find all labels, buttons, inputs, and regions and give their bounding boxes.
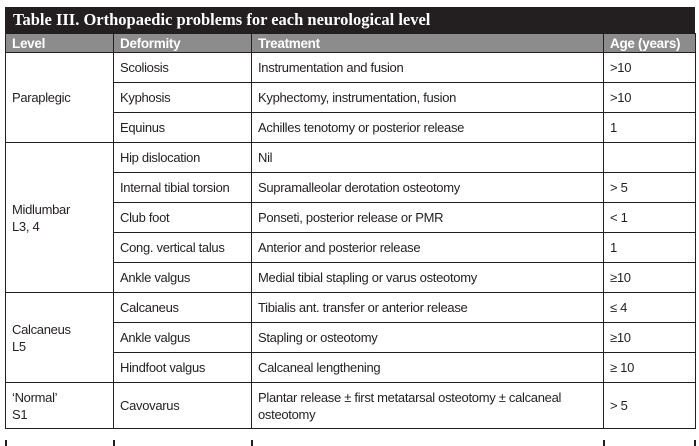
age-cell: ≥ 10 xyxy=(604,353,696,383)
deformity-cell: Cong. vertical talus xyxy=(114,233,252,263)
deformity-cell: Scoliosis xyxy=(114,53,252,83)
table-row xyxy=(6,383,696,429)
header-deformity: Deformity xyxy=(114,34,252,53)
level-label: Midlumbar xyxy=(12,201,70,217)
level-label: Paraplegic xyxy=(12,90,71,105)
age-cell: > 5 xyxy=(604,173,696,203)
treatment-cell: Achilles tenotomy or posterior release xyxy=(252,113,604,143)
level-label: L5 xyxy=(12,338,26,354)
table-border-extension xyxy=(694,440,696,446)
deformity-cell: Internal tibial torsion xyxy=(114,173,252,203)
deformity-cell: Calcaneus xyxy=(114,293,252,323)
table-title: Table III. Orthopaedic problems for each neurological level xyxy=(5,7,695,33)
age-cell: ≤ 4 xyxy=(604,293,696,323)
deformity-cell: Club foot xyxy=(114,203,252,233)
header-row xyxy=(6,34,696,53)
age-cell: >10 xyxy=(604,83,696,113)
treatment-cell: Anterior and posterior release xyxy=(252,233,604,263)
level-cell xyxy=(6,383,114,429)
treatment-cell: Ponseti, posterior release or PMR xyxy=(252,203,604,233)
level-label: ‘Normal’ xyxy=(12,389,58,405)
treatment-cell: Instrumentation and fusion xyxy=(252,53,604,83)
treatment-cell: Kyphectomy, instrumentation, fusion xyxy=(252,83,604,113)
age-cell: > 5 xyxy=(604,383,696,429)
deformity-cell: Cavovarus xyxy=(114,383,252,429)
level-cell xyxy=(6,53,114,143)
deformity-cell: Ankle valgus xyxy=(114,263,252,293)
table-border-extension xyxy=(603,440,605,446)
deformity-cell: Equinus xyxy=(114,113,252,143)
table-border-extension xyxy=(251,440,253,446)
treatment-cell: Nil xyxy=(252,143,604,173)
level-cell xyxy=(6,293,114,383)
level-label: S1 xyxy=(12,406,28,422)
treatment-cell: Supramalleolar derotation osteotomy xyxy=(252,173,604,203)
level-cell xyxy=(6,143,114,293)
header-level: Level xyxy=(6,34,114,53)
age-cell: 1 xyxy=(604,233,696,263)
age-cell: >10 xyxy=(604,53,696,83)
age-cell: ≥10 xyxy=(604,263,696,293)
age-cell: < 1 xyxy=(604,203,696,233)
age-cell: ≥10 xyxy=(604,323,696,353)
header-treatment: Treatment xyxy=(252,34,604,53)
deformity-cell: Kyphosis xyxy=(114,83,252,113)
age-cell: 1 xyxy=(604,113,696,143)
treatment-cell: Calcaneal lengthening xyxy=(252,353,604,383)
age-cell xyxy=(604,143,696,173)
treatment-cell: Plantar release ± first metatarsal osteotomy ± calcaneal osteotomy xyxy=(252,383,604,429)
table-border-extension xyxy=(113,440,115,446)
treatment-cell: Tibialis ant. transfer or anterior release xyxy=(252,293,604,323)
treatment-cell: Stapling or osteotomy xyxy=(252,323,604,353)
deformity-cell: Ankle valgus xyxy=(114,323,252,353)
treatment-cell: Medial tibial stapling or varus osteotomy xyxy=(252,263,604,293)
header-age: Age (years) xyxy=(604,34,696,53)
level-label: L3, 4 xyxy=(12,218,40,234)
orthopaedic-problems-table xyxy=(5,33,696,429)
table-row xyxy=(6,143,696,173)
deformity-cell: Hindfoot valgus xyxy=(114,353,252,383)
deformity-cell: Hip dislocation xyxy=(114,143,252,173)
table-row xyxy=(6,293,696,323)
level-label: Calcaneus xyxy=(12,321,71,337)
table-row xyxy=(6,53,696,83)
table-border-extension xyxy=(5,440,7,446)
